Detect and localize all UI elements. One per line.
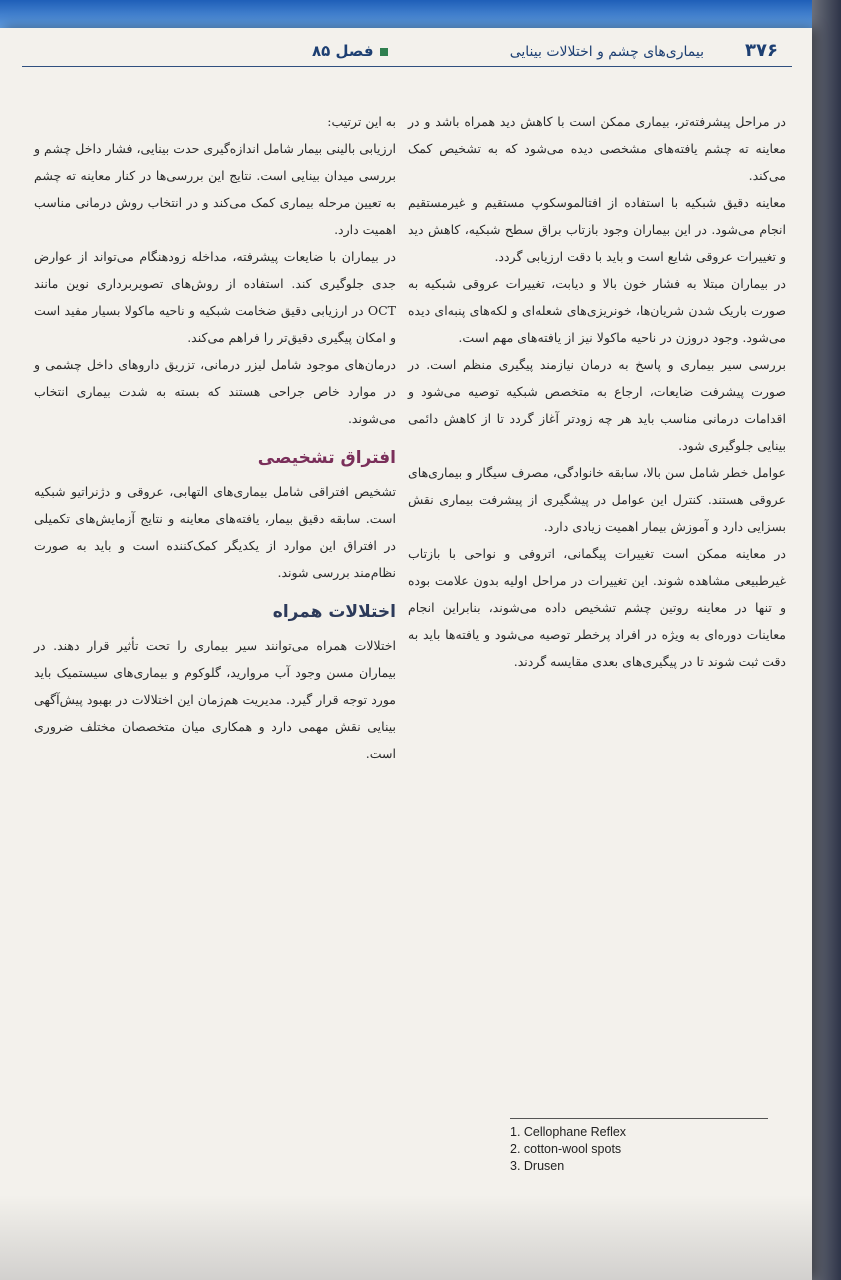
body-paragraph: در بیماران مبتلا به فشار خون بالا و دیابت، تغییرات عروقی شبکیه به صورت باریک شدن شریان‌ها، خونریزی‌های شعله‌ای و لکه‌های پنبه‌ای دیده می‌شود. وجود دروزن در ناحیه ماکولا نیز از یافته‌های مهم است. (408, 276, 786, 345)
footnote-item: 3. Drusen (510, 1159, 565, 1173)
body-paragraph: در بیماران با ضایعات پیشرفته، مداخله زودهنگام می‌تواند از عوارض جدی جلوگیری کند. استفاده از روش‌های تصویربرداری نوین مانند OCT در ارزیابی دقیق ضخامت شبکیه و ناحیه ماکولا بسیار مفید است و امکان پیگیری دقیق‌تر را فراهم می‌کند. (34, 249, 396, 345)
chapter-marker-icon (380, 48, 388, 56)
body-paragraph: در مراحل پیشرفته‌تر، بیماری ممکن است با کاهش دید همراه باشد و در معاینه ته چشم یافته‌های مشخصی دیده می‌شود که به تشخیص کمک می‌کند. (408, 114, 786, 183)
page-header (22, 40, 792, 67)
section-heading: افتراق تشخیصی (257, 448, 396, 468)
left-text-column (34, 108, 396, 767)
right-text-column (408, 108, 786, 675)
body-paragraph: بررسی سیر بیماری و پاسخ به درمان نیازمند پیگیری منظم است. در صورت پیشرفت ضایعات، ارجاع به متخصص شبکیه توصیه می‌شود و اقدامات درمانی مناسب باید هر چه زودتر آغاز گردد تا از کاهش دائمی بینایی جلوگیری شود. (408, 357, 786, 453)
footnote-divider (510, 1118, 768, 1119)
running-title: بیماری‌های چشم و اختلالات بینایی (509, 44, 704, 60)
footnote-item: 1. Cellophane Reflex (510, 1125, 627, 1139)
body-paragraph: به این ترتیب: (327, 114, 396, 129)
body-paragraph: معاینه دقیق شبکیه با استفاده از افتالموسکوپ مستقیم و غیرمستقیم انجام می‌شود. در این بیماران وجود بازتاب براق سطح شبکیه، کاهش دید و تغییرات عروقی شایع است و باید با دقت ارزیابی گردد. (408, 195, 786, 264)
footnote-item: 2. cotton-wool spots (510, 1142, 622, 1156)
chapter-label-text: فصل ۸۵ (312, 42, 374, 60)
body-paragraph: عوامل خطر شامل سن بالا، سابقه خانوادگی، مصرف سیگار و بیماری‌های عروقی هستند. کنترل این عوامل در پیشگیری از پیشرفت بیماری نقش بسزایی دارد و آموزش بیمار اهمیت زیادی دارد. (408, 465, 786, 534)
page-bottom-shadow (0, 1195, 812, 1280)
section-heading: اختلالات همراه (272, 602, 396, 622)
page-edge-shadow (812, 0, 841, 1280)
body-paragraph: اختلالات همراه می‌توانند سیر بیماری را تحت تأثیر قرار دهند. در بیماران مسن وجود آب مروارید، گلوکوم و بیماری‌های سیستمیک باید مورد توجه قرار گیرد. مدیریت هم‌زمان این اختلالات در بهبود پیش‌آگهی بینایی نقش مهمی دارد و همکاری میان متخصصان مختلف ضروری است. (34, 638, 396, 761)
body-paragraph: درمان‌های موجود شامل لیزر درمانی، تزریق داروهای داخل چشمی و در موارد خاص جراحی هستند که بسته به شدت بیماری انتخاب می‌شوند. (34, 357, 396, 426)
body-paragraph: در معاینه ممکن است تغییرات پیگمانی، اتروفی و نواحی با بازتاب غیرطبیعی مشاهده شوند. این تغییرات در مراحل اولیه بدون علامت بوده و تنها در معاینه روتین چشم تشخیص داده می‌شوند، بنابراین انجام معاینات دوره‌ای به ویژه در افراد پرخطر توصیه می‌شود و یافته‌ها باید به دقت ثبت شوند تا در پیگیری‌های بعدی مقایسه گردند. (408, 546, 786, 669)
chapter-label (312, 42, 388, 60)
page-number: ۳۷۶ (745, 40, 778, 61)
footnotes-list (510, 1124, 790, 1175)
body-paragraph: ارزیابی بالینی بیمار شامل اندازه‌گیری حدت بینایی، فشار داخل چشم و بررسی میدان بینایی است. نتایج این بررسی‌ها در کنار معاینه ته چشم به تعیین مرحله بیماری کمک می‌کند و در انتخاب روش درمانی مناسب اهمیت دارد. (34, 141, 396, 237)
body-paragraph: تشخیص افتراقی شامل بیماری‌های التهابی، عروقی و دژنراتیو شبکیه است. سابقه دقیق بیمار، یافته‌های معاینه و نتایج آزمایش‌های تکمیلی در افتراق این موارد از یکدیگر کمک‌کننده است و باید به صورت نظام‌مند بررسی شوند. (34, 484, 396, 580)
